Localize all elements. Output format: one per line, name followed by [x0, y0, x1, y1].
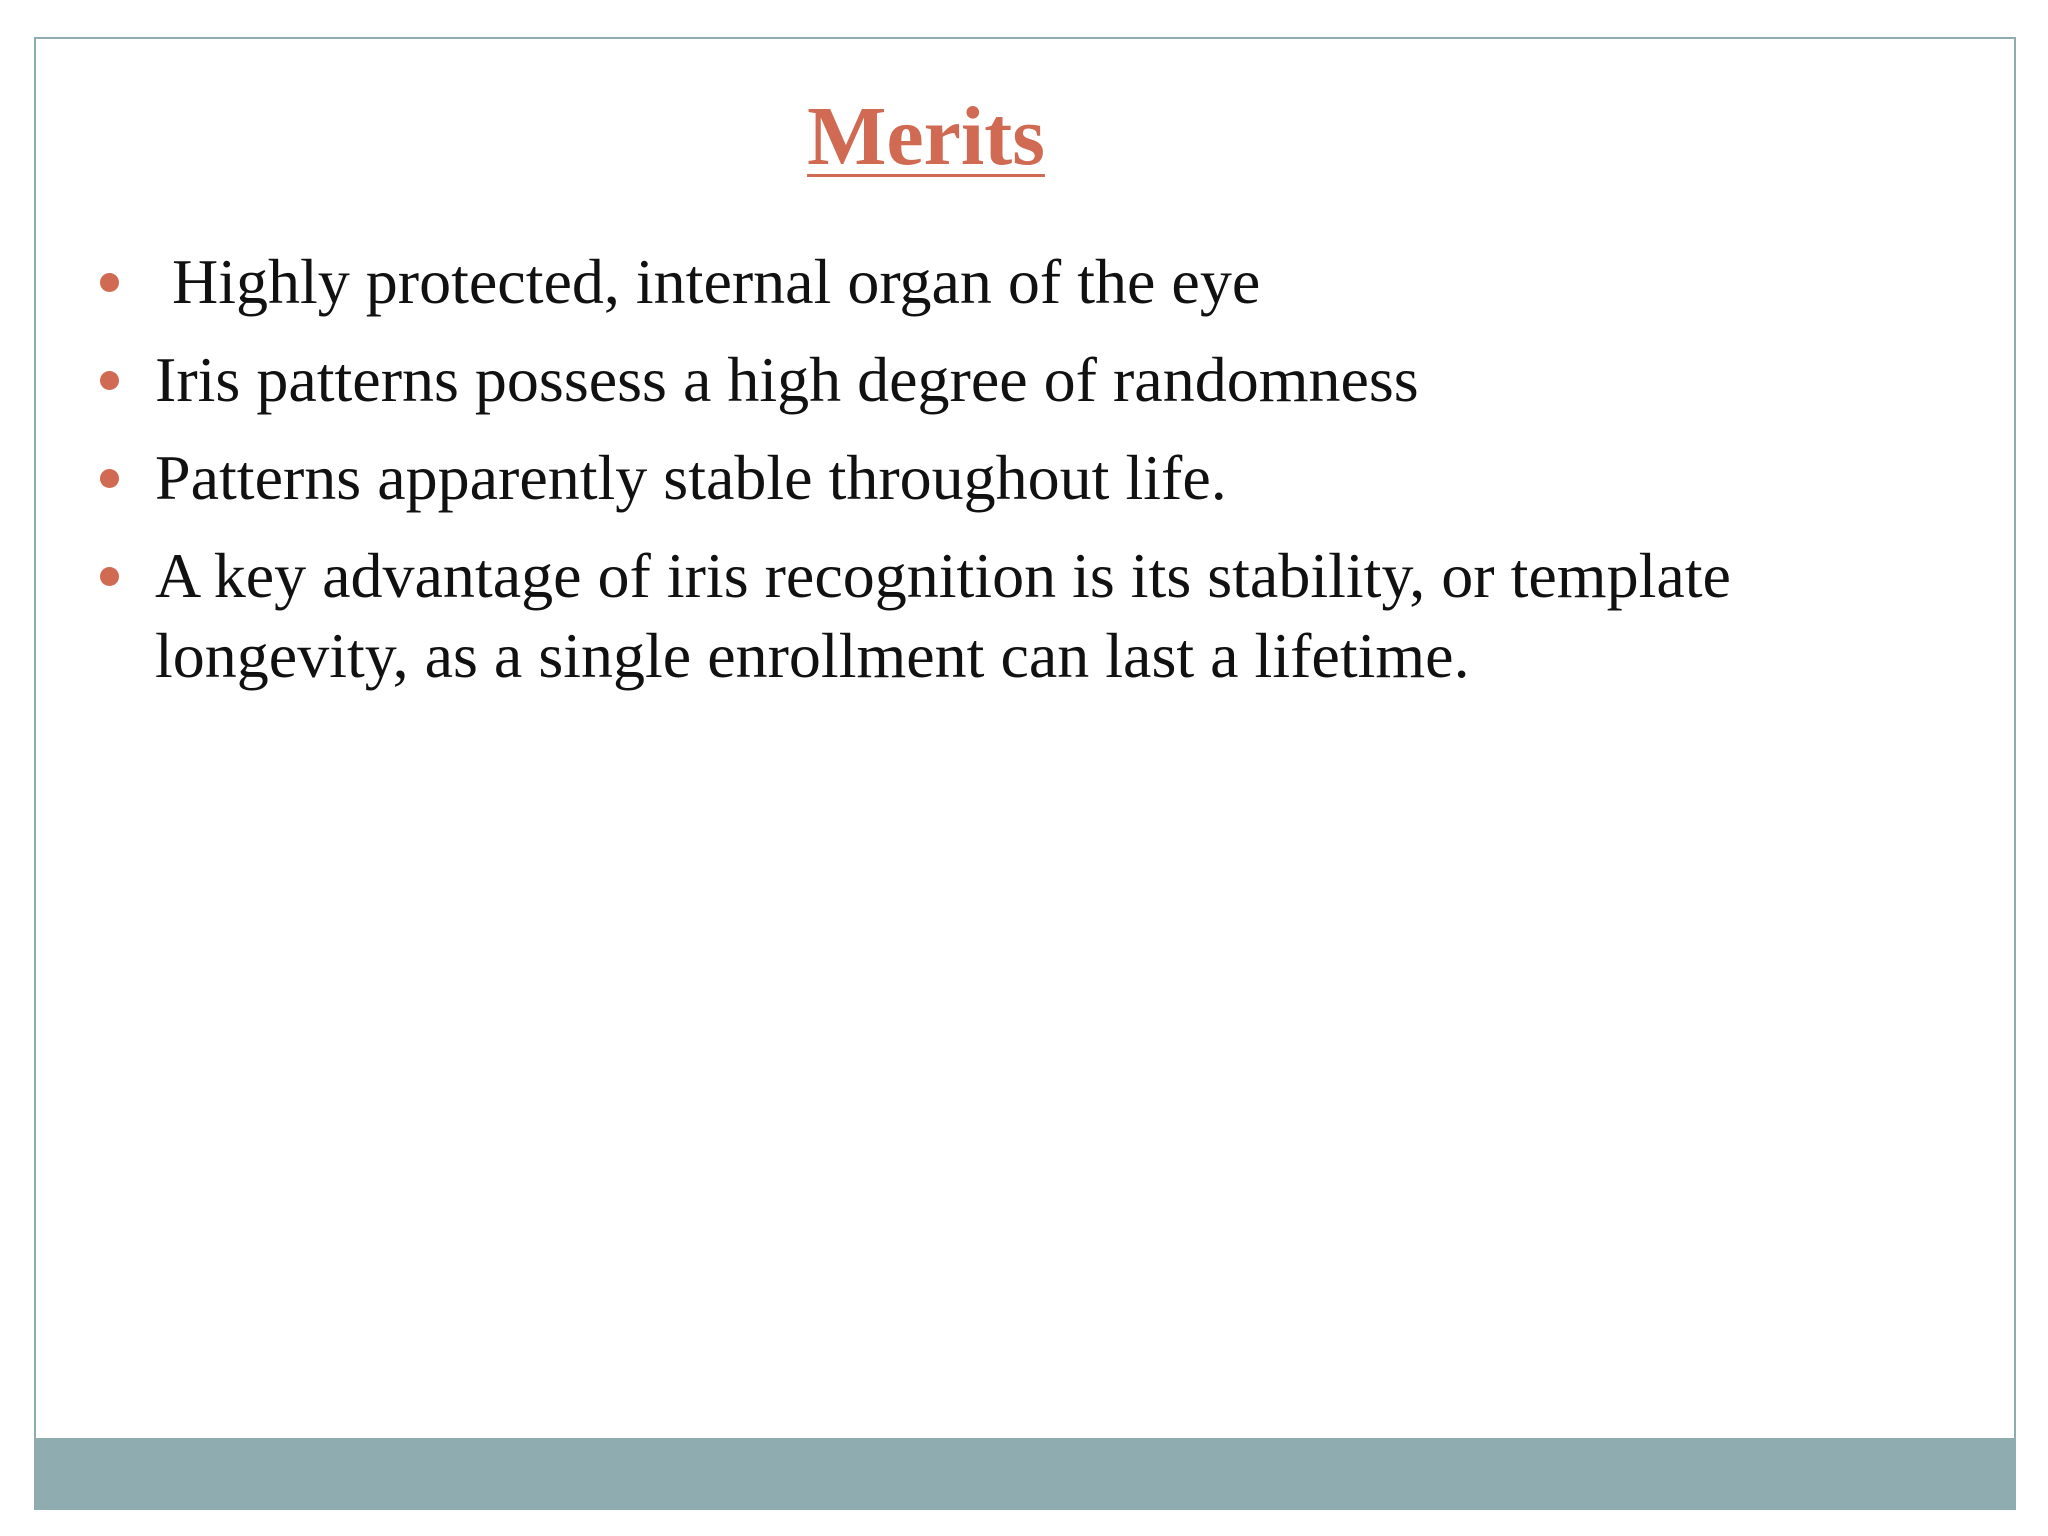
bullet-list: [36, 242, 1996, 714]
bullet-item: [36, 536, 1996, 696]
slide: [34, 37, 2016, 1510]
bullet-dot-icon: [100, 371, 119, 390]
footer-bar: [36, 1438, 2014, 1508]
bullet-text: A key advantage of iris recognition is its stability, or template longevity, as a single enrollment can last a lifetime.: [155, 540, 1731, 691]
slide-title: Merits: [807, 90, 1045, 183]
bullet-item: [36, 438, 1996, 518]
bullet-text: Highly protected, internal organ of the eye: [172, 246, 1261, 317]
bullet-dot-icon: [100, 567, 119, 586]
bullet-item: [36, 242, 1996, 322]
bullet-text: Iris patterns possess a high degree of randomness: [155, 344, 1419, 415]
bullet-item: [36, 340, 1996, 420]
bullet-dot-icon: [100, 273, 119, 292]
bullet-dot-icon: [100, 469, 119, 488]
bullet-text: Patterns apparently stable throughout life.: [155, 442, 1227, 513]
